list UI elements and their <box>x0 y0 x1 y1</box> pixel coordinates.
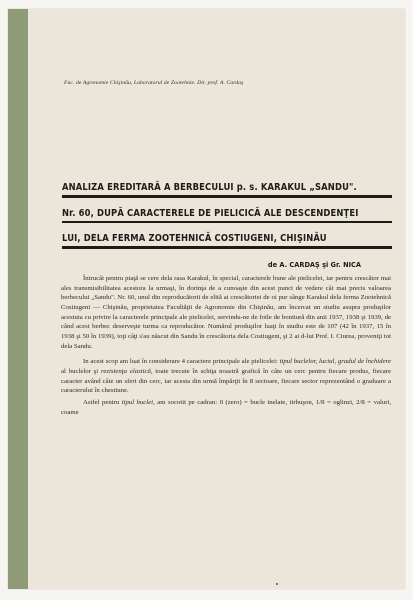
paragraph-3-emphasis: tipul buclei <box>121 398 154 406</box>
title-rule-1 <box>62 195 392 198</box>
paragraph-3 <box>61 398 391 417</box>
title-line-3: LUI, DELA FERMA ZOOTEHNICĂ COSTIUGENI, CHIŞINĂU <box>62 232 327 244</box>
booklet-spine <box>8 9 29 589</box>
booklet <box>8 9 405 589</box>
paragraph-2-text-e: , toate trecute în schiţa noastră grafică în câte un cerc pentru fiecare produs, fiecare caracter având câte un sfert din cerc, iar acesta din urmă împărţit în 8 sectoare, fiecare sector reprezentând o graduare a caracterului în chestiune. <box>61 367 391 395</box>
title-rule-3 <box>62 246 392 249</box>
paragraph-2 <box>61 357 391 396</box>
title-line-1: ANALIZA EREDITARĂ A BERBECULUI p. s. KARAKUL „SANDU". <box>62 181 357 193</box>
paragraph-2-text-a: In acest scop am luat în considerare 4 caractere principale ale pielicelei: <box>83 358 280 366</box>
article-body <box>61 274 391 419</box>
paragraph-3-text-c: , am socotit pe cadran: 0 (zero) = bucle inelate, tirbuşon, 1/8 = oglinzi, 2/8 = valuri, coame <box>61 398 392 416</box>
paragraph-2-emphasis-2: rezistenţa elastică <box>101 367 151 375</box>
paragraph-1: Întrucât pentru piaţă se cere dela rasa Karakul, în special, caracterele bune ale pielicelei, iar pentru crescător mai ales transmisibilitatea acestora la urmaşi, în dorinţa de a cunoaşte din acest punct de vedere cât mai precis valoarea berbecului „Sandu". Nr. 60, unul din reproducătorii de elită ai crescătoriei de oi pur sânge Karakul dela ferma Zootehnică Costiugeni — Chişinău, proprietatea Facultăţii de Agronomie din Chişinău, am încercat un studiu asupra produşilor acestuia cu privire la caracterele principale ale pielicelei, servindu-ne de foile de bonitură din anii 1937, 1938 şi 1939, de când acest berbec deserveşte turma ca reproducător. Numărul produşilor luaţi în studiu este de 107 (42 în 1937, 15 în 1938 şi 50 în 1939), toţi câţi s'au născut din Sandu în crescătoria dela Costiugeni, şi 2 ai d-lui Prof. I. Ciurea, proveniţi tot dela Sandu. <box>61 275 391 350</box>
title-block <box>62 181 392 258</box>
paragraph-3-text-a: Astfel pentru <box>83 398 122 406</box>
title-line-2: Nr. 60, DUPĂ CARACTERELE DE PIELICICĂ ALE DESCENDENŢEI <box>62 206 359 218</box>
paragraph-2-text-c: al buclelor şi <box>61 367 101 375</box>
institution-header: Fac. de Agronomie Chişinău, Laboratorul de Zootehnie. Dir. prof. A. Cardaş <box>64 80 244 86</box>
authors-line: de A. CARDAŞ şi Gr. NICA <box>267 261 361 269</box>
print-speck <box>276 583 278 585</box>
cover-page <box>28 9 405 589</box>
paragraph-2-emphasis-1: tipul buclelor, luciul, gradul de închidere <box>279 358 391 366</box>
title-rule-2 <box>62 221 392 224</box>
